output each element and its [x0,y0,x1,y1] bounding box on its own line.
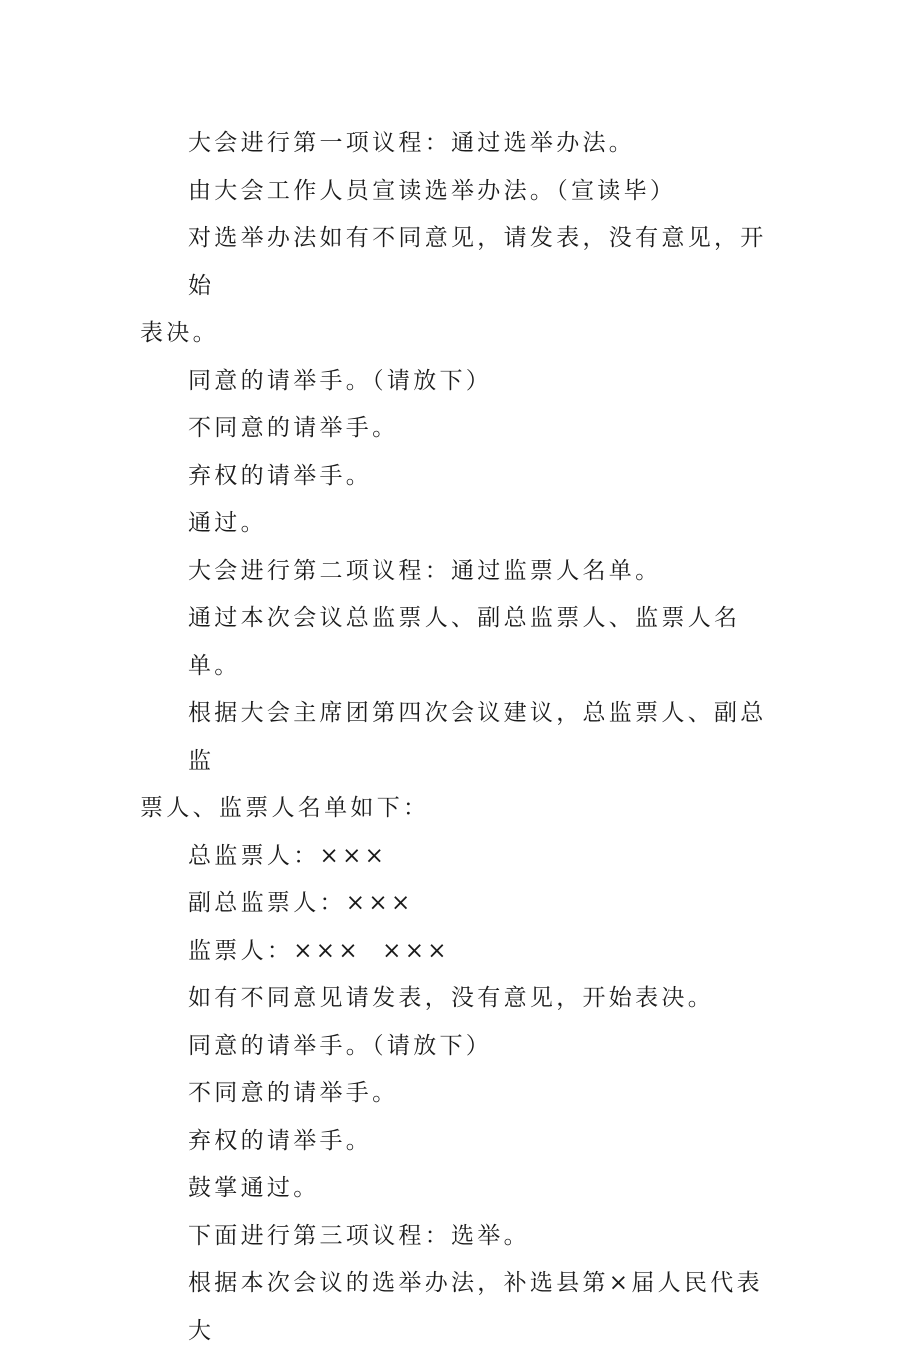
text-line: 票人、监票人名单如下： [140,795,430,821]
text-line: 表决。 [140,320,219,346]
text-line: 弃权的请举手。 [188,1127,373,1154]
document-body [140,120,772,1355]
paragraph-passed-1 [140,500,772,548]
text-line: 不同意的请举手。 [188,415,399,441]
text-line: 通过本次会议总监票人、副总监票人、监票人名单。 [188,605,741,679]
text-line: 不同意的请举手。 [188,1080,399,1106]
paragraph-read-method [140,168,772,216]
paragraph-agree-1 [140,358,772,406]
paragraph-agenda-3 [140,1213,772,1261]
text-line: 由大会工作人员宣读选举办法。（宣读毕） [188,177,677,204]
paragraph-applause-passed [140,1165,772,1213]
paragraph-disagree-2 [140,1070,772,1118]
paragraph-abstain-1 [140,453,772,501]
text-line: 大会进行第一项议程：通过选举办法。 [188,130,636,156]
paragraph-scrutineer-list [140,595,772,690]
paragraph-by-election [140,1260,772,1355]
text-line: 下面进行第三项议程：选举。 [188,1222,530,1249]
text-line: 根据本次会议的选举办法，补选县第×届人民代表大 [188,1270,763,1344]
paragraph-abstain-2 [140,1118,772,1166]
text-line: 如有不同意见请发表，没有意见，开始表决。 [188,985,714,1011]
paragraph-chief-scrutineer [140,833,772,881]
text-line: 对选举办法如有不同意见，请发表，没有意见，开始 [188,225,767,299]
paragraph-agenda-1 [140,120,772,168]
text-line: 总监票人：××× [188,842,388,869]
text-line: 副总监票人：××× [188,890,414,916]
paragraph-scrutineers [140,928,772,976]
text-line: 通过。 [188,510,267,536]
paragraph-opinion-vote-2 [140,975,772,1023]
paragraph-deputy-chief-scrutineer [140,880,772,928]
text-line: 同意的请举手。（请放下） [188,1032,493,1059]
paragraph-opinion-vote [140,215,772,358]
paragraph-presidium-proposal [140,690,772,833]
text-line: 同意的请举手。（请放下） [188,367,493,394]
paragraph-agenda-2 [140,548,772,596]
text-line: 弃权的请举手。 [188,462,373,489]
paragraph-agree-2 [140,1023,772,1071]
text-line: 大会进行第二项议程：通过监票人名单。 [188,557,662,584]
text-line: 监票人：××× ××× [188,937,450,964]
text-line: 鼓掌通过。 [188,1175,320,1201]
text-line: 根据大会主席团第四次会议建议，总监票人、副总监 [188,700,767,774]
paragraph-disagree-1 [140,405,772,453]
